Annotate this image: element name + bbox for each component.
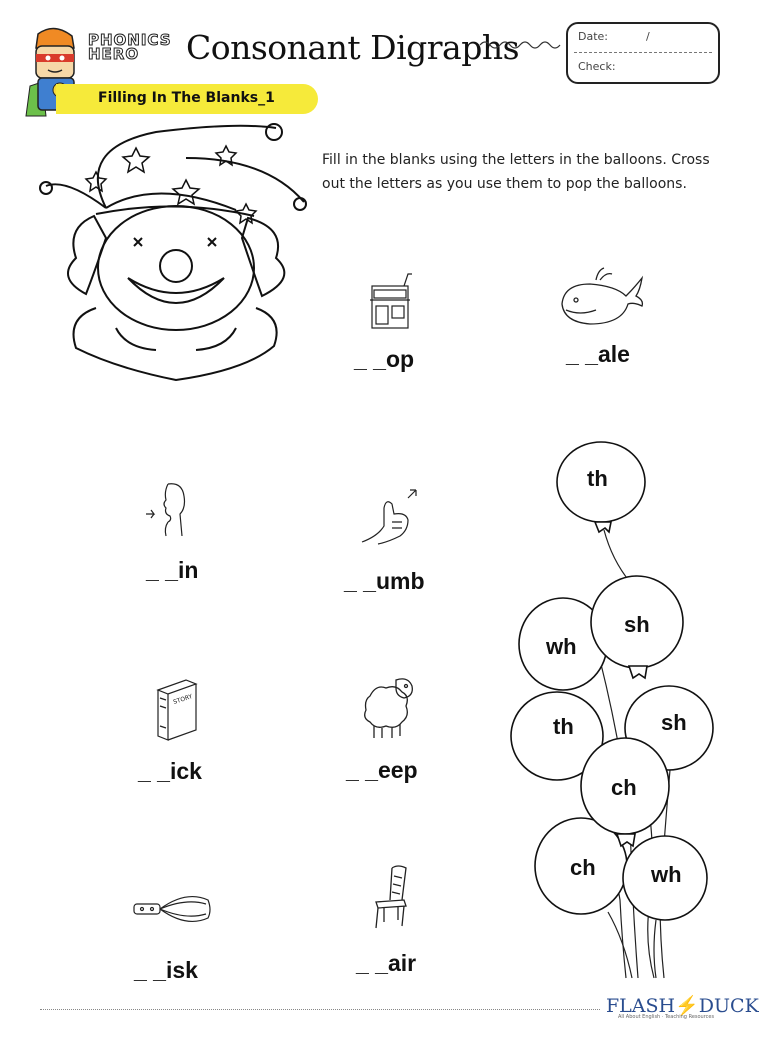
- whisk-icon: [130, 890, 212, 926]
- balloon-label-6: ch: [611, 775, 637, 800]
- lightning-icon: ⚡: [675, 995, 699, 1017]
- balloon-label-2: sh: [624, 612, 650, 637]
- exercise-word-chin: _ _in: [146, 557, 199, 583]
- balloon-label-4: th: [553, 714, 574, 739]
- balloon-label-7: ch: [570, 855, 596, 880]
- date-check-box: [566, 22, 720, 84]
- balloon-label-5: sh: [661, 710, 687, 735]
- page-title: Consonant Digraphs: [186, 28, 520, 67]
- balloon-label-8: wh: [651, 862, 682, 887]
- thumb-icon: [358, 486, 422, 548]
- chin-icon: [142, 478, 194, 542]
- exercise-word-thumb: _ _umb: [344, 568, 425, 594]
- subtitle-banner: [56, 84, 318, 114]
- book-icon: [150, 676, 202, 744]
- footer-divider: [40, 1009, 600, 1010]
- balloon-label-3: wh: [546, 634, 577, 659]
- instructions-text: Fill in the blanks using the letters in the balloons. Cross out the letters as you use them to pop the balloons.: [322, 152, 710, 192]
- date-separator: /: [646, 30, 650, 43]
- balloon-label-1: th: [587, 466, 608, 491]
- exercise-word-sheep: _ _eep: [346, 757, 418, 783]
- exercise-word-shop: _ _op: [354, 346, 415, 372]
- exercise-word-thick: _ _ick: [138, 758, 202, 784]
- flashduck-logo: FLASH⚡DUCK: [606, 995, 759, 1017]
- exercise-word-chair: _ _air: [356, 950, 417, 976]
- logo-text: PHONICS HERO: [88, 31, 172, 63]
- exercise-word-whisk: _ _isk: [134, 957, 198, 983]
- balloons-cluster: [505, 440, 725, 940]
- sheep-icon: [356, 670, 418, 740]
- squiggle-decoration: [480, 38, 566, 52]
- chair-icon: [368, 862, 414, 932]
- date-label: Date:: [578, 30, 608, 43]
- whale-icon: [556, 266, 648, 328]
- clown-icon: [36, 118, 316, 380]
- brand-tagline: All About English · Teaching Resources: [618, 1014, 715, 1020]
- shop-icon: [364, 266, 416, 334]
- subtitle-text: Filling In The Blanks_1: [98, 90, 275, 106]
- exercise-word-whale: _ _ale: [566, 341, 630, 367]
- check-label: Check:: [578, 60, 616, 73]
- svg-text:STORY: STORY: [172, 693, 194, 706]
